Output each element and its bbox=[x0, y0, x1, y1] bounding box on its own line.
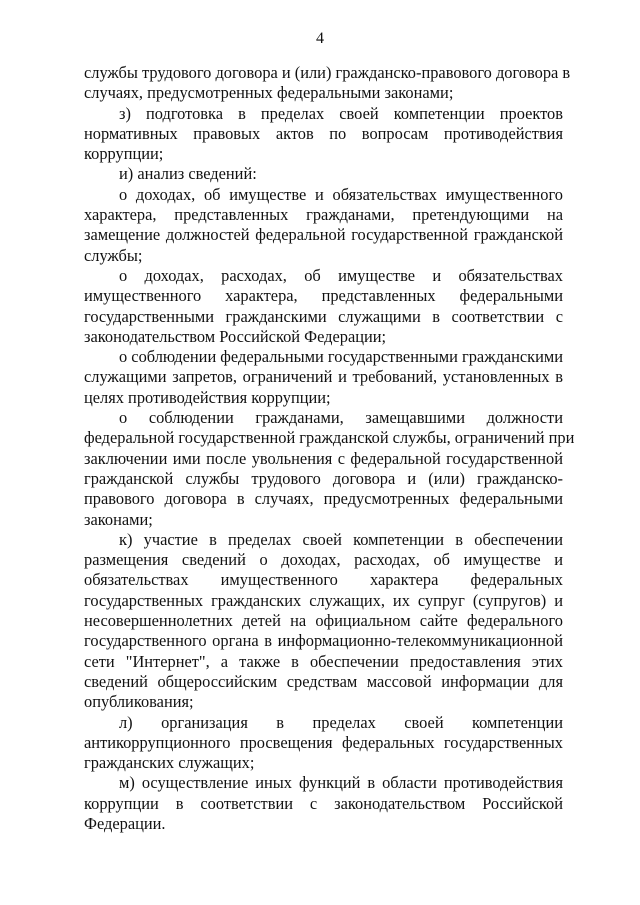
text-line: государственными гражданскими служащими в соответствии с bbox=[84, 306, 563, 326]
text-line: з) подготовка в пределах своей компетенции проектов bbox=[119, 103, 563, 123]
text-line: целях противодействия коррупции; bbox=[84, 387, 331, 407]
text-line: гражданской службы трудового договора и (или) гражданско- bbox=[84, 468, 563, 488]
text-line: обязательствах имущественного характера федеральных bbox=[84, 570, 563, 590]
text-line: сети "Интернет", а также в обеспечении предоставления этих bbox=[84, 651, 563, 671]
text-line: сведений общероссийским средствам массовой информации для bbox=[84, 671, 563, 691]
text-line: случаях, предусмотренных федеральными законами; bbox=[84, 83, 454, 103]
text-line: нормативных правовых актов по вопросам противодействия bbox=[84, 123, 563, 143]
text-line: коррупции в соответствии с законодательством Российской bbox=[84, 793, 563, 813]
text-line: о доходах, об имуществе и обязательствах имущественного bbox=[119, 184, 563, 204]
text-line: опубликования; bbox=[84, 692, 194, 712]
text-line: несовершеннолетних детей на официальном сайте федерального bbox=[84, 611, 563, 631]
text-line: размещения сведений о доходах, расходах, об имуществе и bbox=[84, 550, 563, 570]
text-line: имущественного характера, представленных федеральными bbox=[84, 286, 563, 306]
text-line: к) участие в пределах своей компетенции в обеспечении bbox=[119, 529, 563, 549]
text-line: государственного органа в информационно-телекоммуникационной bbox=[84, 631, 563, 651]
text-line: коррупции; bbox=[84, 144, 164, 164]
text-line: государственных гражданских служащих, их супруг (супругов) и bbox=[84, 590, 563, 610]
page-number: 4 bbox=[316, 30, 324, 47]
text-line: о соблюдении федеральными государственными гражданскими bbox=[119, 347, 564, 367]
text-line: заключении ими после увольнения с федеральной государственной bbox=[84, 448, 563, 468]
text-line: о соблюдении гражданами, замещавшими должности bbox=[119, 408, 563, 428]
text-line: службы трудового договора и (или) гражданско-правового договора в bbox=[84, 63, 571, 82]
text-line: Федерации. bbox=[84, 813, 166, 833]
text-line: законодательством Российской Федерации; bbox=[84, 326, 387, 346]
text-line: гражданских служащих; bbox=[84, 753, 255, 773]
text-line: службы; bbox=[84, 245, 143, 265]
document-body bbox=[84, 63, 575, 834]
text-line: федеральной государственной гражданской службы, ограничений при bbox=[84, 428, 575, 448]
text-line: замещение должностей федеральной государственной гражданской bbox=[84, 225, 563, 245]
text-line: правового договора в случаях, предусмотренных федеральными bbox=[84, 489, 563, 509]
text-line: характера, представленных гражданами, претендующими на bbox=[84, 205, 563, 225]
text-line: л) организация в пределах своей компетенции bbox=[119, 712, 563, 732]
text-line: антикоррупционного просвещения федеральных государственных bbox=[84, 732, 563, 752]
text-line: м) осуществление иных функций в области противодействия bbox=[119, 773, 563, 793]
text-line: о доходах, расходах, об имуществе и обязательствах bbox=[119, 265, 563, 285]
text-line: и) анализ сведений: bbox=[119, 164, 257, 184]
text-line: служащими запретов, ограничений и требований, установленных в bbox=[84, 367, 563, 387]
text-line: законами; bbox=[84, 509, 153, 529]
